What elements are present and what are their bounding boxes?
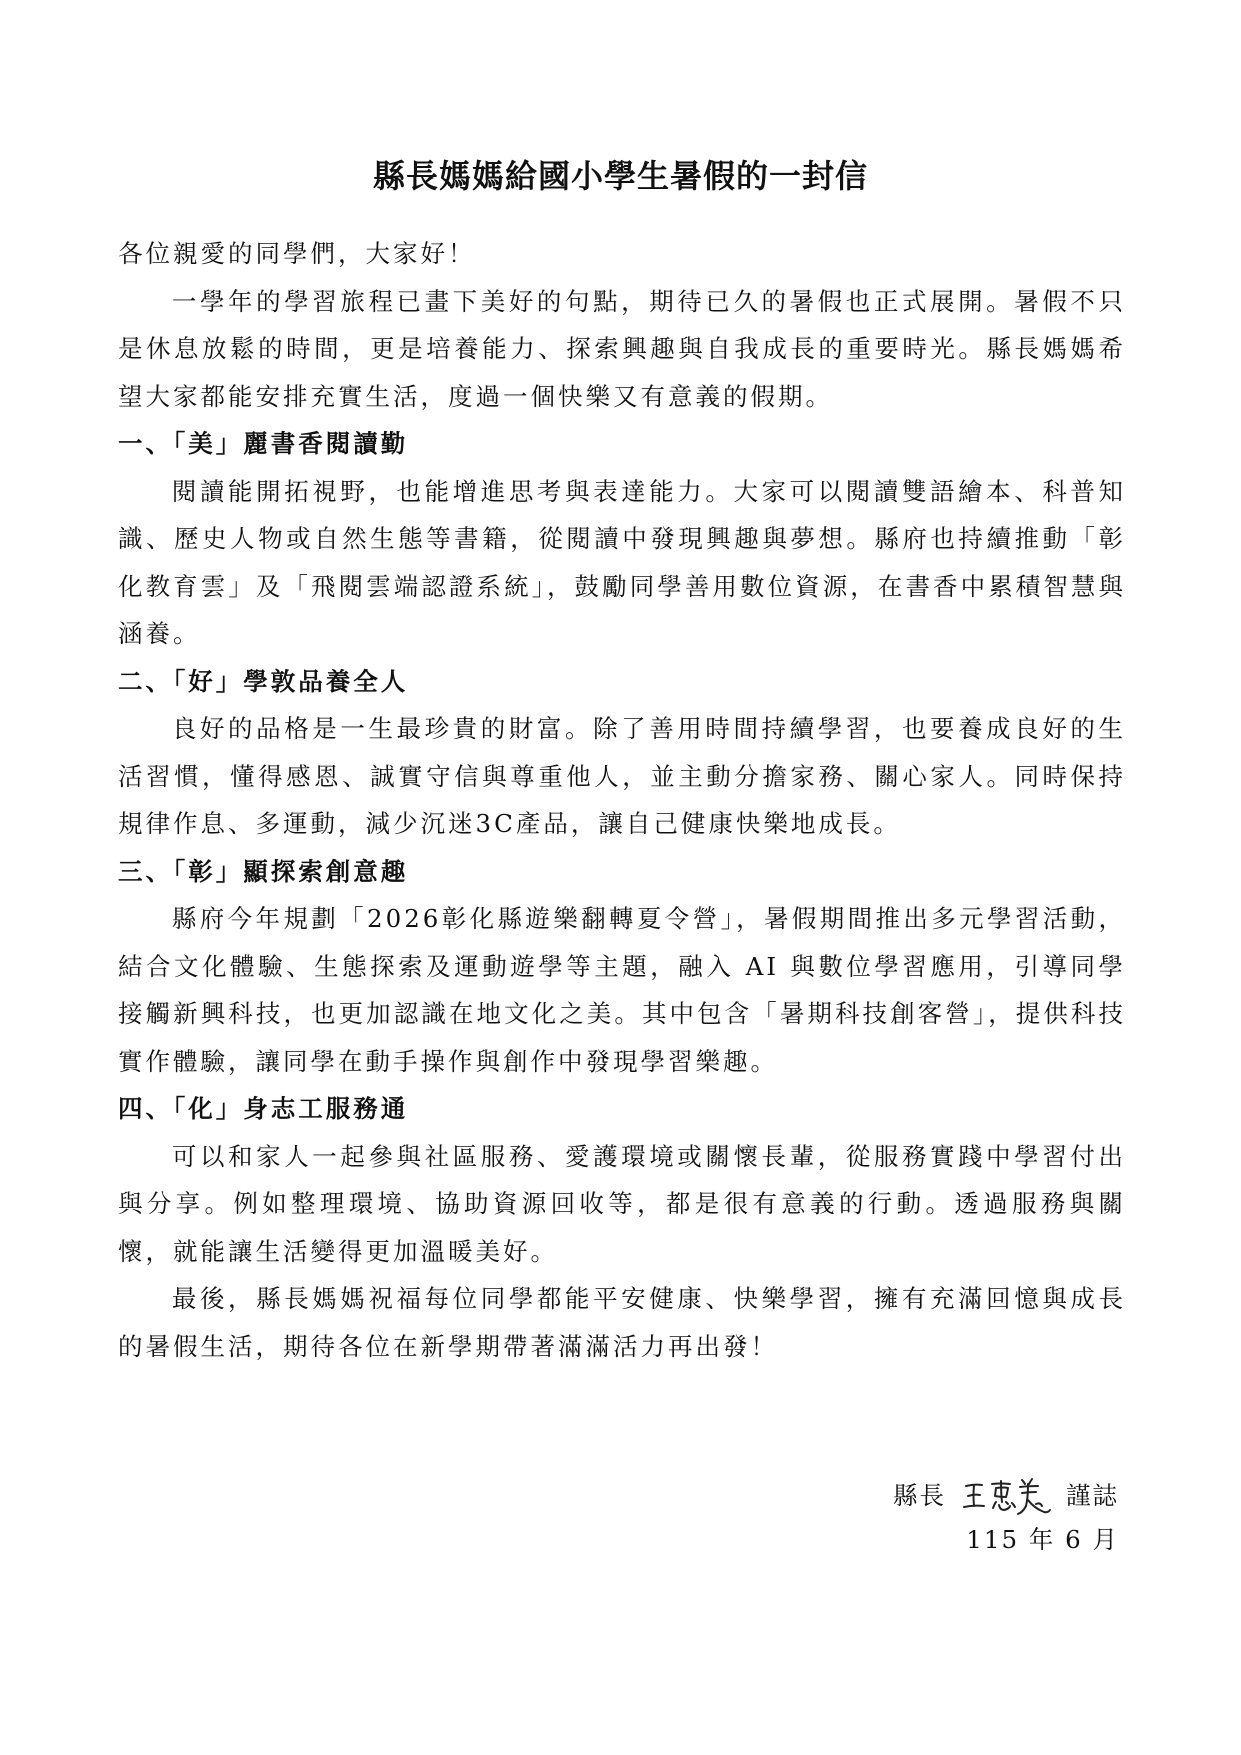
letter-title: 縣長媽媽給國小學生暑假的一封信 — [372, 157, 868, 195]
section-body-3: 縣府今年規劃「2026彰化縣遊樂翻轉夏令營」，暑假期間推出多元學習活動，結合文化體驗、生態探索及運動遊學等主題，融入 AI 與數位學習應用，引導同學接觸新興科技，也更加認識在地文化之美。其中包含「暑期科技創客營」，提供科技實作體驗，讓同學在動手操作與創作中發現學習樂趣。 — [118, 904, 1126, 1076]
section-body-4: 可以和家人一起參與社區服務、愛護環境或關懷長輩，從服務實踐中學習付出與分享。例如整理環境、協助資源回收等，都是很有意義的行動。透過服務與關懷，就能讓生活變得更加溫暖美好。 — [118, 1141, 1126, 1266]
section-heading-2: 二、「好」學敦品養全人 — [118, 666, 409, 696]
section-body-1: 閱讀能開拓視野，也能增進思考與表達能力。大家可以閱讀雙語繪本、科普知識、歷史人物或自然生態等書籍，從閱讀中發現興趣與夢想。縣府也持續推動「彰化教育雲」及「飛閱雲端認證系統」，鼓勵同學善用數位資源，在書香中累積智慧與涵養。 — [118, 476, 1126, 648]
section-heading-4: 四、「化」身志工服務通 — [118, 1094, 409, 1123]
section-body-2: 良好的品格是一生最珍貴的財富。除了善用時間持續學習，也要養成良好的生活習慣，懂得感恩、誠實守信與尊重他人，並主動分擔家務、關心家人。同時保持規律作息、多運動，減少沉迷3C產品，讓自己健康快樂地成長。 — [118, 714, 1126, 838]
greeting: 各位親愛的同學們，大家好！ — [118, 239, 476, 268]
signoff-closing-word: 謹誌 — [1066, 1481, 1119, 1510]
handwritten-signature — [960, 1472, 1052, 1518]
conclusion-paragraph: 最後，縣長媽媽祝福每位同學都能平安健康、快樂學習，擁有充滿回憶與成長的暑假生活，期待各位在新學期帶著滿滿活力再出發！ — [118, 1284, 1126, 1361]
letter-body — [118, 230, 1126, 1370]
signoff-role: 縣長 — [893, 1481, 946, 1510]
section-heading-3: 三、「彰」顯探索創意趣 — [118, 856, 409, 886]
signoff-date: 115 年 6 月 — [966, 1525, 1119, 1554]
intro-paragraph: 一學年的學習旅程已畫下美好的句點，期待已久的暑假也正式展開。暑假不只是休息放鬆的時間，更是培養能力、探索興趣與自我成長的重要時光。縣長媽媽希望大家都能安排充實生活，度過一個快樂又有意義的假期。 — [118, 286, 1126, 411]
signoff-block — [893, 1472, 1119, 1562]
signature-row — [893, 1472, 1119, 1518]
section-heading-1: 一、「美」麗書香閱讀勤 — [118, 429, 409, 458]
